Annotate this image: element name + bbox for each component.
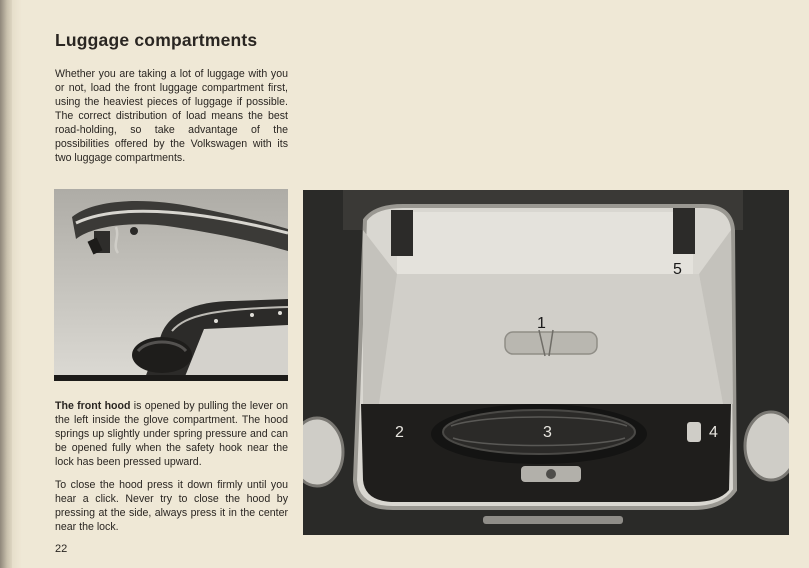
callout-5: 5	[673, 261, 682, 278]
callout-1: 1	[537, 315, 546, 332]
callout-2: 2	[395, 424, 404, 441]
front-compartment-illustration	[303, 190, 789, 535]
callout-4: 4	[709, 424, 718, 441]
front-hood-instructions	[55, 399, 288, 543]
front-compartment-photo	[303, 190, 789, 535]
hood-hook-illustration	[54, 189, 288, 381]
page-number: 22	[55, 543, 68, 555]
callout-3: 3	[543, 424, 552, 441]
book-spine-shadow	[0, 0, 12, 568]
front-hood-lead: The front hood	[55, 400, 131, 412]
hood-hook-photo	[54, 189, 288, 381]
intro-paragraph: Whether you are taking a lot of luggage with you or not, load the front luggage compartment first, using the heaviest pieces of luggage if possible. The correct distribution of load means the best road-holding, so take advantage of the possibilities offered by the Volkswagen with its two luggage compartments.	[55, 68, 288, 164]
front-hood-paragraph	[55, 399, 288, 469]
page-title: Luggage compartments	[55, 30, 258, 50]
front-hood-text: is opened by pulling the lever on the left inside the glove compartment. The hood springs up slightly under spring pressure and can be opened fully when the safety hook near the lock has been pressed upward.	[55, 400, 288, 468]
close-hood-paragraph: To close the hood press it down firmly until you hear a click. Never try to close the hood by pressing at the side, always press it in the center near the lock.	[55, 479, 288, 533]
